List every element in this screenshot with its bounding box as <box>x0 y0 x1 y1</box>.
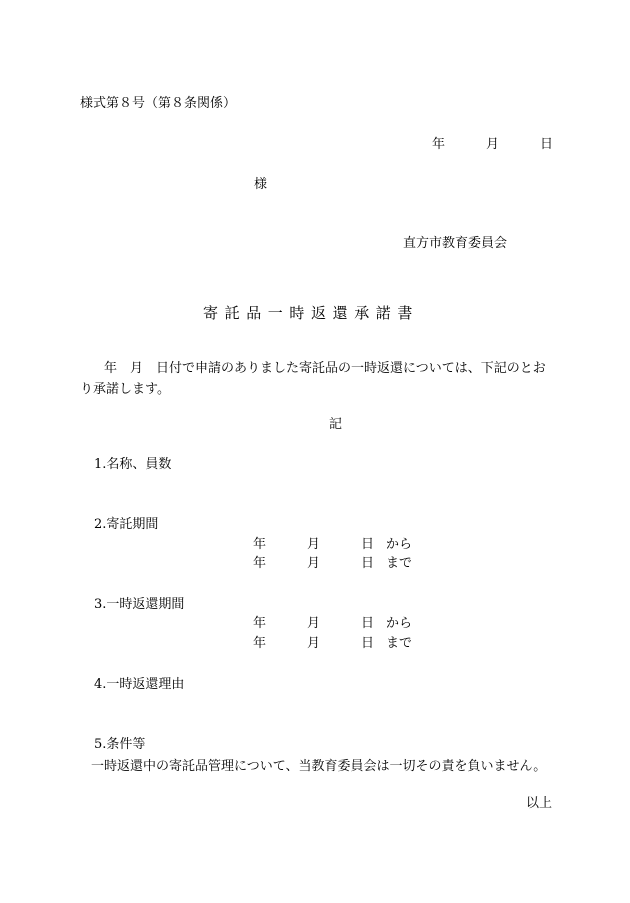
date-day-label: 日 <box>540 137 554 152</box>
date-month-label: 月 <box>486 137 500 152</box>
document-title: 寄託品一時返還承諾書 <box>203 304 420 322</box>
item2-heading: 2.寄託期間 <box>94 517 159 532</box>
row-suffix: から <box>386 537 413 552</box>
row-day-label: 日 <box>361 537 375 552</box>
row-year-label: 年 <box>253 636 267 651</box>
row-suffix: まで <box>386 636 413 651</box>
row-month-label: 月 <box>307 537 321 552</box>
item1-heading: 1.名称、員数 <box>94 457 172 472</box>
row-month-label: 月 <box>307 636 321 651</box>
row-month-label: 月 <box>307 556 321 571</box>
row-year-label: 年 <box>253 616 267 631</box>
row-year-label: 年 <box>253 556 267 571</box>
item5-heading: 5.条件等 <box>94 737 146 752</box>
form-number: 様式第８号（第８条関係） <box>80 96 237 111</box>
row-day-label: 日 <box>361 616 375 631</box>
row-day-label: 日 <box>361 556 375 571</box>
addressee-suffix: 様 <box>254 177 268 192</box>
row-month-label: 月 <box>307 616 321 631</box>
row-suffix: まで <box>386 556 413 571</box>
date-year-label: 年 <box>432 137 446 152</box>
item3-heading: 3.一時返還期間 <box>94 597 185 612</box>
closing-ijo: 以上 <box>526 796 553 811</box>
issuer-name: 直方市教育委員会 <box>403 236 508 251</box>
row-year-label: 年 <box>253 537 267 552</box>
item4-heading: 4.一時返還理由 <box>94 677 185 692</box>
row-day-label: 日 <box>361 636 375 651</box>
body-text: 年 月 日付で申請のありました寄託品の一時返還については、下記のとおり承諾します。 <box>80 361 546 397</box>
conditions-text: 一時返還中の寄託品管理について、当教育委員会は一切その責を負いません。 <box>91 759 547 774</box>
row-suffix: から <box>386 616 413 631</box>
ki-heading: 記 <box>329 417 343 432</box>
